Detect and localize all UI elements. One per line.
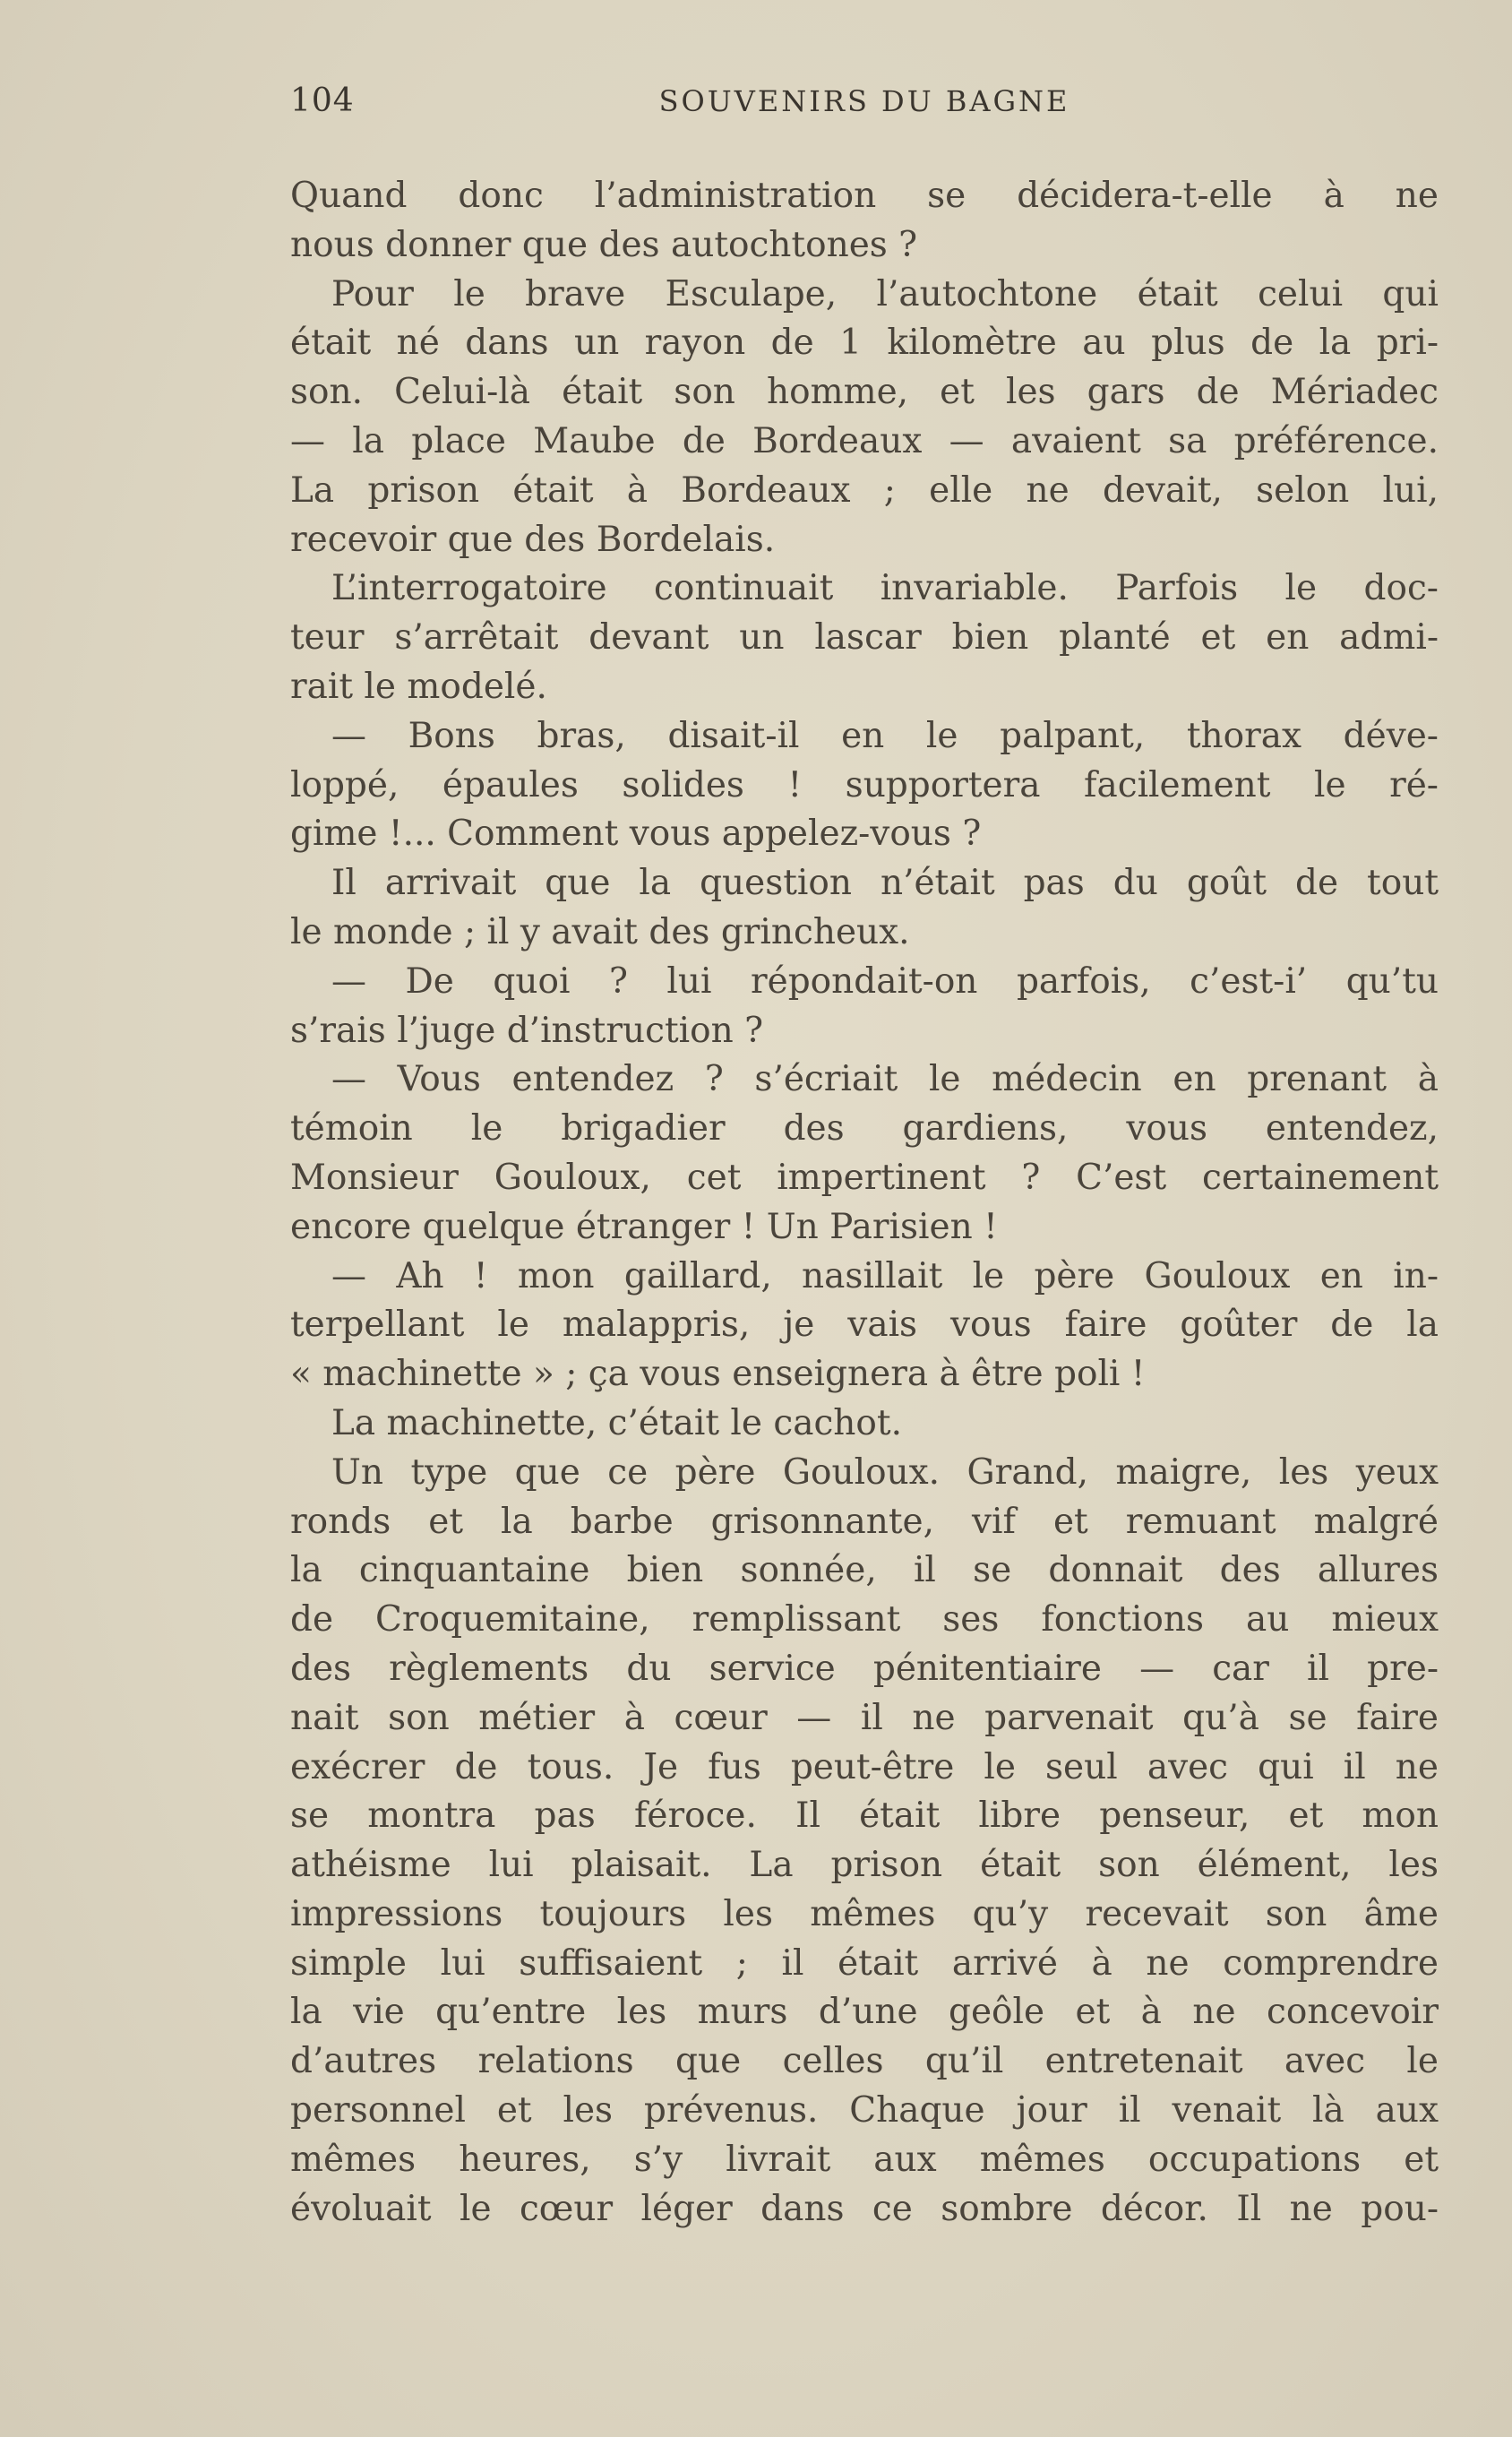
text-line: des règlements du service pénitentiaire — car il pre- bbox=[290, 1648, 1439, 1689]
text-line: impressions toujours les mêmes qu’y recevait son âme bbox=[290, 1893, 1439, 1934]
text-line: recevoir que des Bordelais. bbox=[290, 519, 776, 560]
text-line: ronds et la barbe grisonnante, vif et remuant malgré bbox=[290, 1501, 1439, 1542]
text-line: gime !... Comment vous appelez-vous ? bbox=[290, 814, 982, 855]
text-line: rait le modelé. bbox=[290, 666, 547, 707]
text-line: Pour le brave Esculape, l’autochtone était celui qui bbox=[331, 273, 1439, 314]
text-line: nait son métier à cœur — il ne parvenait qu’à se faire bbox=[290, 1697, 1439, 1738]
running-head: SOUVENIRS DU BAGNE bbox=[658, 84, 1070, 118]
text-line: Monsieur Gouloux, cet impertinent ? C’est certainement bbox=[290, 1157, 1439, 1198]
text-line: simple lui suffisaient ; il était arrivé à ne comprendre bbox=[290, 1942, 1439, 1984]
text-line: loppé, épaules solides ! supportera facilement le ré- bbox=[290, 764, 1439, 805]
text-line: « machinette » ; ça vous enseignera à être poli ! bbox=[290, 1354, 1146, 1395]
text-line: le monde ; il y avait des grincheux. bbox=[290, 911, 910, 952]
text-line: — De quoi ? lui répondait-on parfois, c’est-i’ qu’tu bbox=[331, 960, 1439, 1002]
text-line: évoluait le cœur léger dans ce sombre décor. Il ne pou- bbox=[290, 2188, 1439, 2229]
text-line: La machinette, c’était le cachot. bbox=[331, 1402, 902, 1443]
page-header bbox=[290, 82, 1439, 136]
text-line: L’interrogatoire continuait invariable. Parfois le doc- bbox=[331, 568, 1439, 609]
text-line: La prison était à Bordeaux ; elle ne devait, selon lui, bbox=[290, 469, 1439, 511]
text-line: la vie qu’entre les murs d’une geôle et à ne concevoir bbox=[290, 1992, 1439, 2033]
page-number: 104 bbox=[290, 82, 355, 119]
text-line: témoin le brigadier des gardiens, vous entendez, bbox=[290, 1108, 1439, 1150]
text-line: la cinquantaine bien sonnée, il se donnait des allures bbox=[290, 1550, 1439, 1591]
text-line: s’rais l’juge d’instruction ? bbox=[290, 1010, 764, 1051]
text-line: Quand donc l’administration se décidera-t-elle à ne bbox=[290, 176, 1439, 216]
text-line: Il arrivait que la question n’était pas du goût de tout bbox=[331, 863, 1439, 904]
text-line: d’autres relations que celles qu’il entretenait avec le bbox=[290, 2041, 1439, 2082]
text-line: — Bons bras, disait-il en le palpant, thorax déve- bbox=[331, 715, 1439, 756]
text-line: exécrer de tous. Je fus peut-être le seul avec qui il ne bbox=[290, 1746, 1439, 1787]
text-line: — Ah ! mon gaillard, nasillait le père Gouloux en in- bbox=[331, 1255, 1439, 1296]
body-text bbox=[290, 172, 1439, 2234]
text-line: se montra pas féroce. Il était libre penseur, et mon bbox=[290, 1795, 1439, 1837]
text-line: nous donner que des autochtones ? bbox=[290, 224, 918, 265]
text-line: teur s’arrêtait devant un lascar bien planté et en admi- bbox=[290, 617, 1439, 659]
text-line: encore quelque étranger ! Un Parisien ! bbox=[290, 1206, 998, 1247]
text-line: terpellant le malappris, je vais vous faire goûter de la bbox=[290, 1305, 1439, 1346]
text-line: mêmes heures, s’y livrait aux mêmes occupations et bbox=[290, 2139, 1439, 2180]
text-line: — Vous entendez ? s’écriait le médecin en prenant à bbox=[331, 1059, 1439, 1100]
text-line: était né dans un rayon de 1 kilomètre au plus de la pri- bbox=[290, 323, 1439, 364]
text-line: Un type que ce père Gouloux. Grand, maigre, les yeux bbox=[331, 1451, 1439, 1493]
text-line: de Croquemitaine, remplissant ses fonctions au mieux bbox=[290, 1599, 1439, 1640]
text-line: — la place Maube de Bordeaux — avaient sa préférence. bbox=[290, 420, 1439, 461]
text-line: son. Celui-là était son homme, et les gars de Mériadec bbox=[290, 372, 1439, 413]
text-line: athéisme lui plaisait. La prison était son élément, les bbox=[290, 1845, 1439, 1886]
text-line: personnel et les prévenus. Chaque jour il venait là aux bbox=[290, 2090, 1439, 2131]
